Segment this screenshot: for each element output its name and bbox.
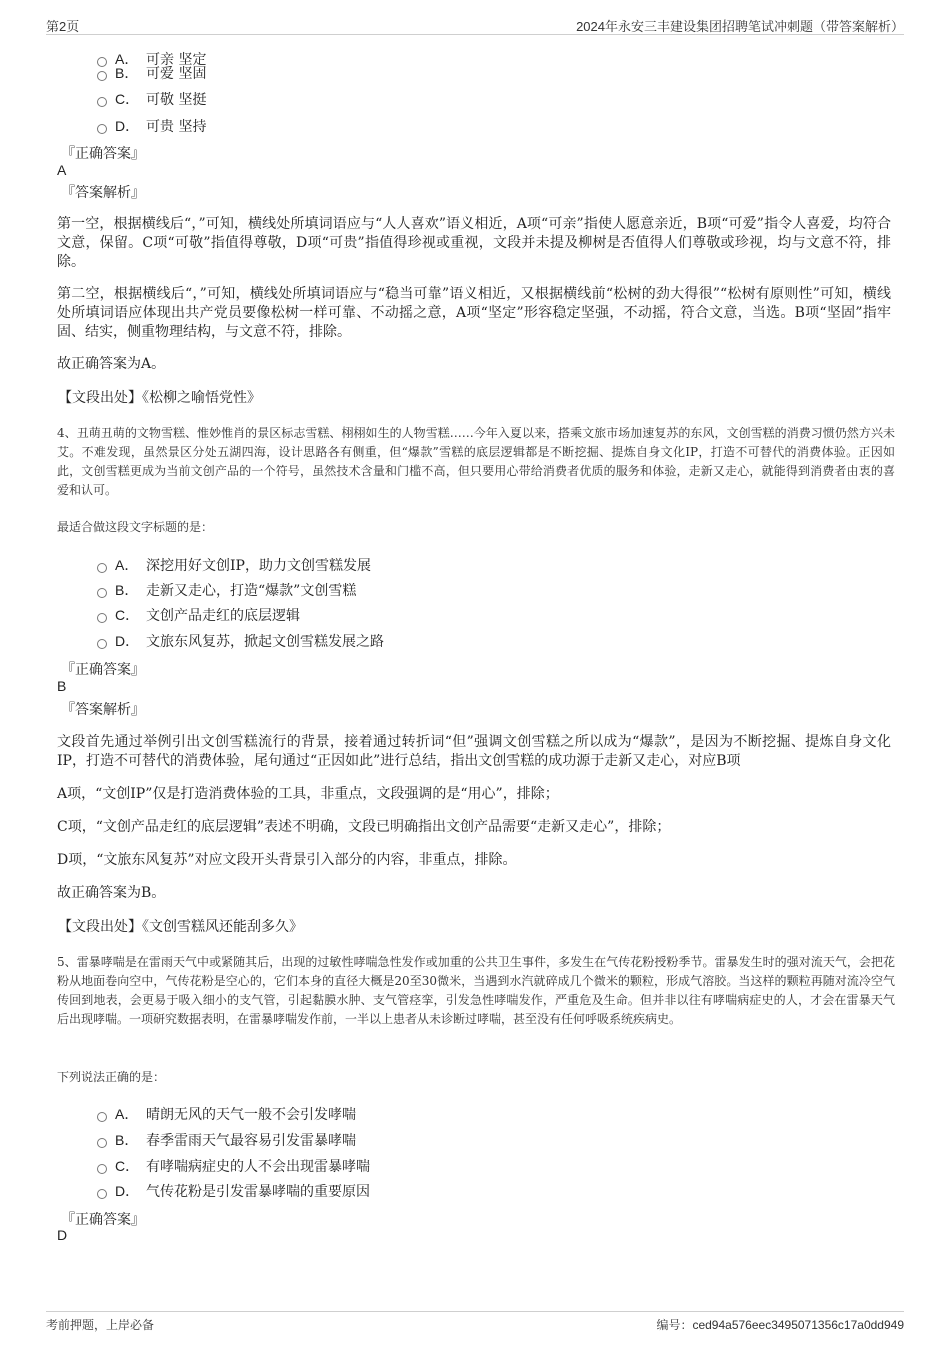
q4-answer: B bbox=[57, 678, 67, 694]
q3-answer-label: 『正确答案』 bbox=[61, 146, 145, 162]
q5-prompt: 下列说法正确的是： bbox=[57, 1070, 166, 1084]
page-header bbox=[46, 14, 904, 35]
page-footer bbox=[46, 1311, 904, 1342]
radio-icon[interactable] bbox=[97, 97, 107, 107]
q4-prompt: 最适合做这段文字标题的是： bbox=[57, 520, 214, 534]
q5-option-a[interactable]: A． 晴朗无风的天气一般不会引发哮喘 bbox=[97, 1104, 356, 1124]
q5-answer: D bbox=[57, 1227, 68, 1243]
q4-conclusion: 故正确答案为B。 bbox=[57, 885, 166, 901]
q3-answer: A bbox=[57, 162, 67, 178]
radio-icon[interactable] bbox=[97, 124, 107, 134]
q3-option-b[interactable]: B． 可爱 坚固 bbox=[97, 63, 206, 83]
q5-stem: 5、雷暴哮喘是在雷雨天气中或紧随其后，出现的过敏性哮喘急性发作或加重的公共卫生事件，多发生在气传花粉授粉季节。雷暴发生时的强对流天气，会把花粉从地面卷向空中，气传花粉是空心的，它们本身的直径大概是20至30微米，当遇到水汽就碎成几个微米的颗粒，形成气溶胶。当这样的颗粒再随对流冷空气传回到地表，会更易于吸入细小的支气管，引起黏膜水肿、支气管痉挛，引发急性哮喘发作，严重危及生命。但并非以往有哮喘病症史的人，才会在雷暴天气后出现哮喘。一项研究数据表明，在雷暴哮喘发作前，一半以上患者从未诊断过哮喘，甚至没有任何呼吸系统疾病史。 bbox=[57, 955, 895, 1026]
q3-conclusion: 故正确答案为A。 bbox=[57, 356, 166, 372]
radio-icon[interactable] bbox=[97, 1112, 107, 1122]
q4-option-d[interactable]: D． 文旅东风复苏，掀起文创雪糕发展之路 bbox=[97, 631, 384, 651]
document-title: 2024年永安三丰建设集团招聘笔试冲刺题（带答案解析） bbox=[576, 19, 904, 34]
footer-slogan: 考前押题，上岸必备 bbox=[46, 1318, 155, 1332]
radio-icon[interactable] bbox=[97, 71, 107, 81]
page-number: 第2页 bbox=[46, 19, 80, 34]
q3-source: 【文段出处】《松柳之喻悟党性》 bbox=[58, 390, 261, 406]
q4-option-b[interactable]: B． 走新又走心，打造“爆款”文创雪糕 bbox=[97, 580, 356, 600]
q5-option-c[interactable]: C． 有哮喘病症史的人不会出现雷暴哮喘 bbox=[97, 1156, 370, 1176]
radio-icon[interactable] bbox=[97, 1189, 107, 1199]
q4-answer-label: 『正确答案』 bbox=[61, 662, 145, 678]
radio-icon[interactable] bbox=[97, 563, 107, 573]
radio-icon[interactable] bbox=[97, 1138, 107, 1148]
q3-option-c[interactable]: C． 可敬 坚挺 bbox=[97, 89, 206, 109]
q3-option-a[interactable]: A． 可亲 坚定 bbox=[97, 49, 206, 69]
q4-analysis-paragraph-3: C项，“文创产品走红的底层逻辑”表述不明确，文段已明确指出文创产品需要“走新又走心”，排除； bbox=[57, 819, 671, 835]
radio-icon[interactable] bbox=[97, 1164, 107, 1174]
q4-option-a[interactable]: A． 深挖用好文创IP，助力文创雪糕发展 bbox=[97, 555, 371, 575]
q4-stem: 4、丑萌丑萌的文物雪糕、惟妙惟肖的景区标志雪糕、栩栩如生的人物雪糕……今年入夏以来，搭乘文旅市场加速复苏的东风，文创雪糕的消费习惯仍然方兴未艾。不难发现，虽然景区分处五湖四海，设计思路各有侧重，但“爆款”雪糕的底层逻辑都是不断挖掘、提炼自身文化IP，打造不可替代的消费体验。正因如此，文创雪糕更成为当前文创产品的一个符号，虽然技术含量和门槛不高，但只要用心带给消费者优质的服务和体验，走新又走心，就能得到消费者由衷的喜爱和认可。 bbox=[57, 426, 895, 497]
radio-icon[interactable] bbox=[97, 639, 107, 649]
q3-analysis-paragraph-2: 第二空，根据横线后“，”可知，横线处所填词语应与“稳当可靠”语义相近，又根据横线前“松树的劲大得很”“松树有原则性”可知，横线处所填词语应体现出共产党员要像松树一样可靠、不动摇之意，A项“坚定”形容稳定坚强，不动摇，符合文意，当选。B项“坚固”指牢固、结实，侧重物理结构，与文意不符，排除。 bbox=[57, 286, 891, 340]
radio-icon[interactable] bbox=[97, 588, 107, 598]
radio-icon[interactable] bbox=[97, 613, 107, 623]
q4-analysis-paragraph-1: 文段首先通过举例引出文创雪糕流行的背景，接着通过转折词“但”强调文创雪糕之所以成为“爆款”，是因为不断挖掘、提炼自身文化IP，打造不可替代的消费体验，尾句通过“正因如此”进行总结，指出文创雪糕的成功源于走新又走心，对应B项 bbox=[57, 734, 891, 769]
q3-option-d[interactable]: D． 可贵 坚持 bbox=[97, 116, 206, 136]
q4-analysis-paragraph-4: D项，“文旅东风复苏”对应文段开头背景引入部分的内容，非重点，排除。 bbox=[57, 852, 517, 868]
q4-analysis-label: 『答案解析』 bbox=[61, 702, 145, 718]
q4-option-c[interactable]: C． 文创产品走红的底层逻辑 bbox=[97, 605, 300, 625]
q5-answer-label: 『正确答案』 bbox=[61, 1212, 145, 1228]
q5-option-b[interactable]: B． 春季雷雨天气最容易引发雷暴哮喘 bbox=[97, 1130, 356, 1150]
q5-option-d[interactable]: D． 气传花粉是引发雷暴哮喘的重要原因 bbox=[97, 1181, 370, 1201]
q4-analysis-paragraph-2: A项，“文创IP”仅是打造消费体验的工具，非重点，文段强调的是“用心”，排除； bbox=[57, 786, 559, 802]
q4-source: 【文段出处】《文创雪糕风还能刮多久》 bbox=[58, 919, 303, 935]
q3-analysis-paragraph-1: 第一空，根据横线后“，”可知，横线处所填词语应与“人人喜欢”语义相近，A项“可亲”指使人愿意亲近，B项“可爱”指令人喜爱，均符合文意，保留。C项“可敬”指值得尊敬，D项“可贵”指值得珍视或重视，文段并未提及柳树是否值得人们尊敬或珍视，均与文意不符，排除。 bbox=[57, 216, 891, 270]
document-id: 编号：ced94a576eec3495071356c17a0dd949 bbox=[656, 1318, 904, 1332]
q3-analysis-label: 『答案解析』 bbox=[61, 185, 145, 201]
